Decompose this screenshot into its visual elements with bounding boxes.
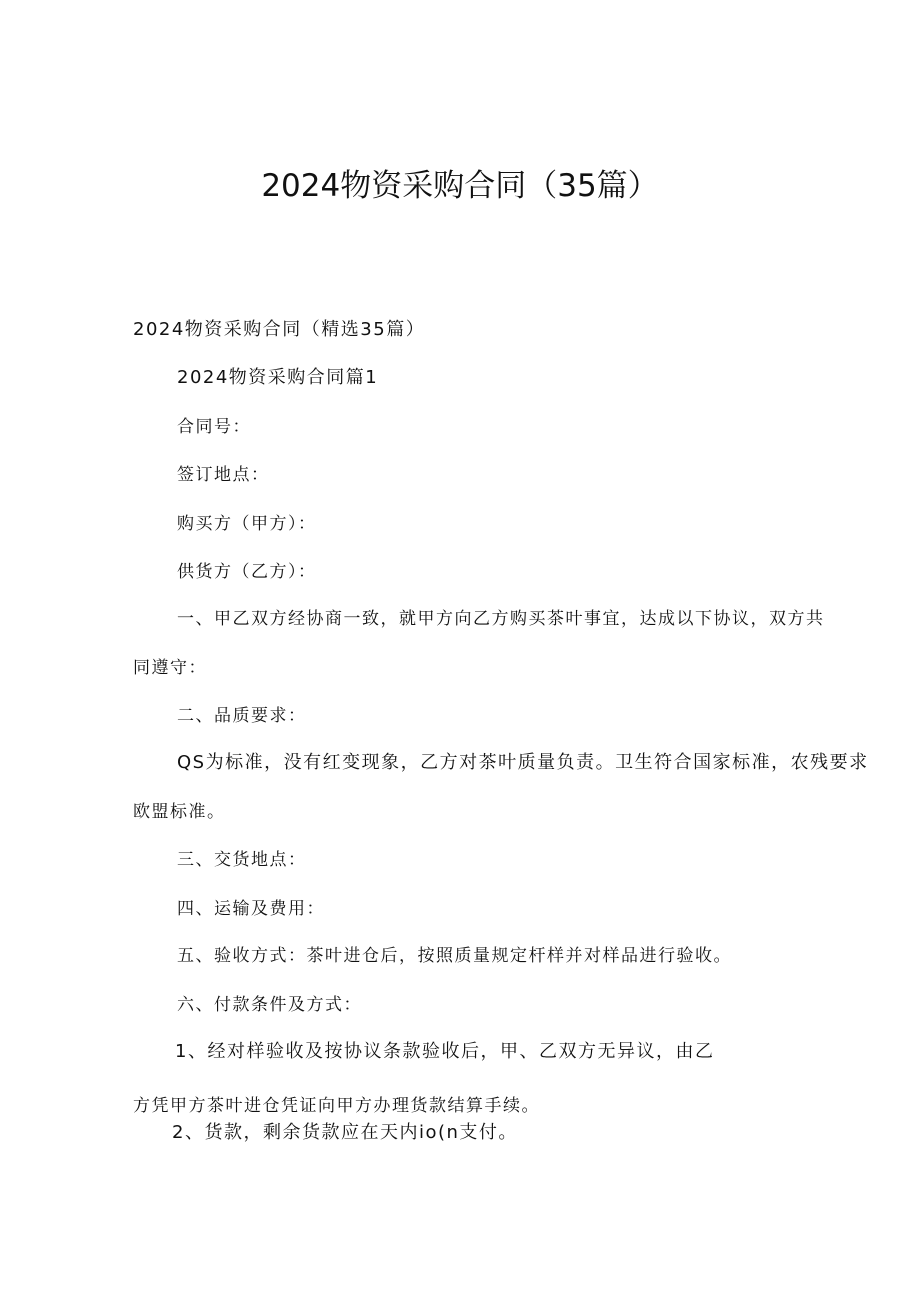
clause-1-line-2: 同遵守： bbox=[133, 658, 207, 678]
supplier-line: 供货方（乙方）： bbox=[177, 562, 317, 582]
clause-5-text: 五、验收方式：茶叶进仓后，按照质量规定杆样并对样品进行验收。 bbox=[177, 946, 732, 966]
clause-1-line-1: 一、甲乙双方经协商一致，就甲方向乙方购买茶叶事宜，达成以下协议，双方共 bbox=[177, 609, 825, 629]
section-heading: 2024物资采购合同篇1 bbox=[177, 367, 379, 388]
item-1-line-1: 1、经对样验收及按协议条款验收后，甲、乙双方无异议，由乙 bbox=[175, 1041, 715, 1062]
buyer-line: 购买方（甲方）： bbox=[177, 514, 317, 534]
contract-number-line: 合同号： bbox=[177, 417, 251, 437]
clause-2-text-line-2: 欧盟标准。 bbox=[133, 802, 226, 822]
item-1-line-2: 方凭甲方茶叶进仓凭证向甲方办理货款结算手续。 bbox=[133, 1096, 540, 1116]
document-title: 2024物资采购合同（35篇） bbox=[261, 168, 659, 204]
toc-heading: 2024物资采购合同（精选35篇） bbox=[133, 319, 426, 340]
clause-3-heading: 三、交货地点： bbox=[177, 850, 307, 870]
clause-6-heading: 六、付款条件及方式： bbox=[177, 995, 362, 1015]
clause-2-text-line-1: QS为标准，没有红变现象，乙方对茶叶质量负责。卫生符合国家标准，农残要求 bbox=[177, 752, 869, 773]
signing-place-line: 签订地点： bbox=[177, 465, 270, 485]
item-2-line: 2、货款，剩余货款应在天内io(n支付。 bbox=[172, 1122, 518, 1143]
clause-2-heading: 二、品质要求： bbox=[177, 706, 307, 726]
clause-4-heading: 四、运输及费用： bbox=[177, 899, 325, 919]
